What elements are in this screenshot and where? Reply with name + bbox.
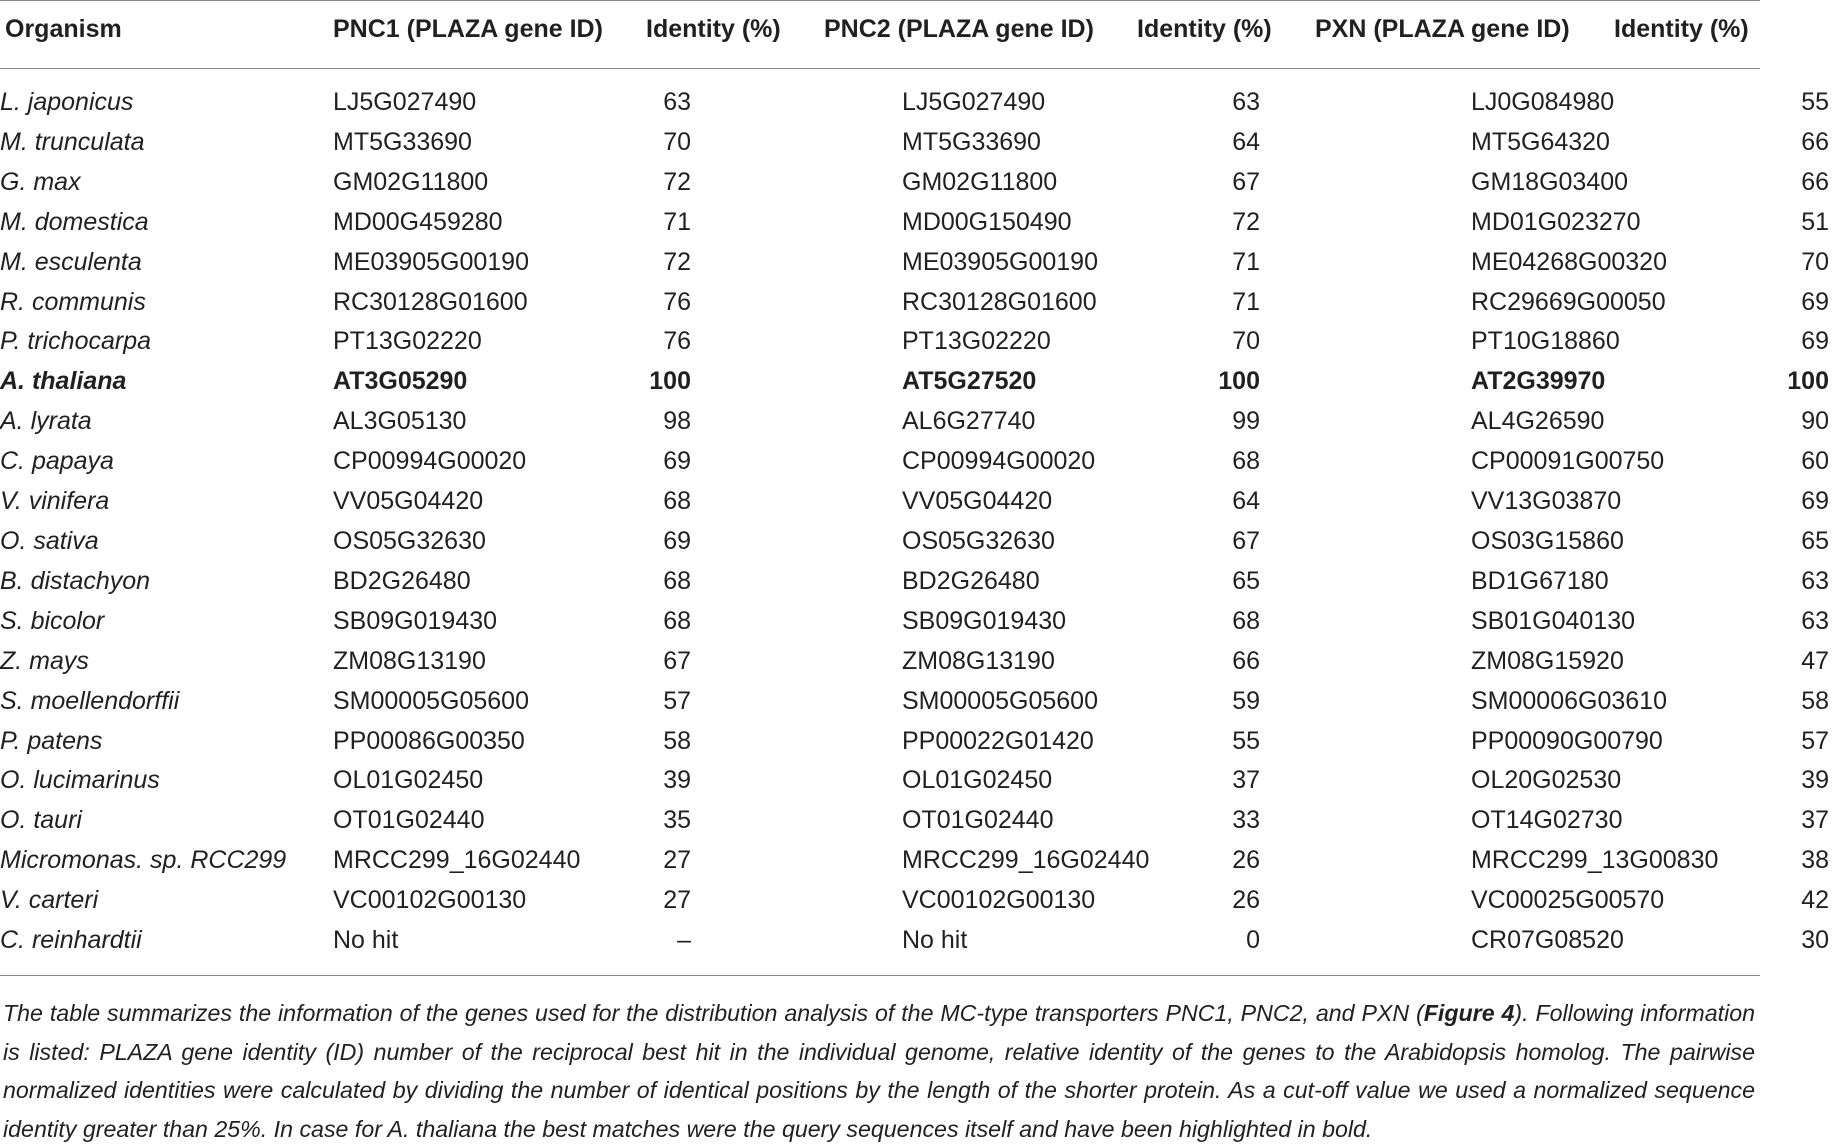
pnc1-id-cell: VC00102G00130 <box>333 886 527 915</box>
organism-cell: M. esculenta <box>0 247 142 276</box>
pxn-identity-cell: 57 <box>1801 726 1829 755</box>
pxn-identity-cell: 60 <box>1801 447 1829 476</box>
pnc1-id-cell: CP00994G00020 <box>333 447 527 476</box>
pnc1-id-cell: No hit <box>333 926 399 955</box>
pnc2-id-cell: SB09G019430 <box>902 606 1067 635</box>
spacer-cell <box>1829 881 1838 921</box>
pxn-identity-cell: 39 <box>1801 766 1829 795</box>
spacer-cell <box>1260 482 1471 522</box>
pnc2-id-cell: VC00102G00130 <box>902 886 1096 915</box>
pnc1-identity-cell: 68 <box>663 606 691 635</box>
pnc1-identity-cell: 27 <box>663 886 691 915</box>
spacer-cell <box>1829 642 1838 682</box>
pnc1-identity-cell: 100 <box>649 367 691 396</box>
header-pnc1-id: PNC1 (PLAZA gene ID) <box>333 15 603 43</box>
spacer-cell <box>1829 482 1838 522</box>
pnc2-id-cell: SM00005G05600 <box>902 686 1098 715</box>
pnc2-identity-cell: 72 <box>1232 207 1260 236</box>
pnc2-id-cell: OL01G02450 <box>902 766 1053 795</box>
pxn-id-cell: RC29669G00050 <box>1471 287 1666 316</box>
spacer-cell <box>691 722 902 762</box>
pnc1-id-cell: SM00005G05600 <box>333 686 529 715</box>
pxn-identity-cell: 51 <box>1801 207 1829 236</box>
pnc2-identity-cell: 66 <box>1232 646 1260 675</box>
spacer-cell <box>691 442 902 482</box>
pnc1-id-cell: ME03905G00190 <box>333 247 529 276</box>
table-row <box>0 83 1838 123</box>
header-pxn-identity: Identity (%) <box>1614 15 1749 43</box>
pxn-id-cell: BD1G67180 <box>1471 566 1609 595</box>
pnc1-id-cell: SB09G019430 <box>333 606 498 635</box>
pxn-id-cell: ZM08G15920 <box>1471 646 1624 675</box>
pnc2-id-cell: ME03905G00190 <box>902 247 1098 276</box>
pnc1-id-cell: LJ5G027490 <box>333 88 477 116</box>
table-row <box>0 402 1838 442</box>
table-row <box>0 562 1838 602</box>
pnc1-identity-cell: 39 <box>663 766 691 795</box>
pxn-id-cell: PP00090G00790 <box>1471 726 1663 755</box>
pnc1-id-cell: ZM08G13190 <box>333 646 486 675</box>
spacer-cell <box>1829 362 1838 402</box>
pnc2-id-cell: AT5G27520 <box>902 367 1037 396</box>
organism-cell: O. lucimarinus <box>0 766 160 795</box>
organism-cell: L. japonicus <box>0 88 134 116</box>
pnc2-identity-cell: 64 <box>1232 127 1260 156</box>
spacer-cell <box>691 682 902 722</box>
spacer-cell <box>1260 322 1471 362</box>
organism-cell: O. tauri <box>0 806 82 835</box>
pxn-identity-cell: 65 <box>1801 526 1829 555</box>
spacer-cell <box>1829 921 1838 961</box>
pnc1-identity-cell: 67 <box>663 646 691 675</box>
pxn-identity-cell: 30 <box>1801 926 1829 955</box>
spacer-cell <box>1260 921 1471 961</box>
organism-cell: S. moellendorffii <box>0 686 180 715</box>
pnc1-identity-cell: 72 <box>663 167 691 196</box>
pnc1-identity-cell: 63 <box>663 88 691 116</box>
table-row <box>0 522 1838 562</box>
spacer-cell <box>1260 522 1471 562</box>
organism-cell: Micromonas. sp. RCC299 <box>0 846 287 875</box>
pxn-id-cell: ME04268G00320 <box>1471 247 1667 276</box>
pnc1-identity-cell: 27 <box>663 846 691 875</box>
table-caption <box>3 994 1755 1148</box>
pxn-id-cell: SB01G040130 <box>1471 606 1636 635</box>
pxn-id-cell: LJ0G084980 <box>1471 88 1615 116</box>
table-body <box>0 83 1838 961</box>
spacer-cell <box>1829 562 1838 602</box>
pnc1-identity-cell: 57 <box>663 686 691 715</box>
pnc1-identity-cell: 69 <box>663 447 691 476</box>
pnc1-identity-cell: 35 <box>663 806 691 835</box>
pnc1-identity-cell: 58 <box>663 726 691 755</box>
spacer-cell <box>1829 761 1838 801</box>
pnc2-id-cell: ZM08G13190 <box>902 646 1055 675</box>
spacer-cell <box>691 123 902 163</box>
pnc2-id-cell: CP00994G00020 <box>902 447 1096 476</box>
spacer-cell <box>691 482 902 522</box>
pxn-id-cell: CP00091G00750 <box>1471 447 1665 476</box>
header-pnc2-identity: Identity (%) <box>1137 15 1272 43</box>
pnc1-id-cell: OL01G02450 <box>333 766 484 795</box>
pxn-identity-cell: 66 <box>1801 127 1829 156</box>
pnc2-id-cell: AL6G27740 <box>902 407 1036 436</box>
pnc1-id-cell: RC30128G01600 <box>333 287 528 316</box>
pnc2-identity-cell: 67 <box>1232 167 1260 196</box>
spacer-cell <box>1260 722 1471 762</box>
pnc1-identity-cell: 68 <box>663 487 691 516</box>
pxn-id-cell: MRCC299_13G00830 <box>1471 846 1719 875</box>
pxn-identity-cell: 70 <box>1801 247 1829 276</box>
spacer-cell <box>1260 841 1471 881</box>
pnc1-identity-cell: 72 <box>663 247 691 276</box>
spacer-cell <box>1829 722 1838 762</box>
organism-cell: M. trunculata <box>0 127 145 156</box>
top-rule <box>0 0 1760 1</box>
pnc2-identity-cell: 59 <box>1232 686 1260 715</box>
pxn-id-cell: MD01G023270 <box>1471 207 1641 236</box>
pnc2-id-cell: OT01G02440 <box>902 806 1054 835</box>
spacer-cell <box>1829 322 1838 362</box>
pnc2-identity-cell: 0 <box>1246 926 1260 955</box>
pxn-id-cell: SM00006G03610 <box>1471 686 1667 715</box>
pnc1-id-cell: BD2G26480 <box>333 566 471 595</box>
spacer-cell <box>1260 83 1471 123</box>
pnc2-identity-cell: 65 <box>1232 566 1260 595</box>
organism-cell: V. vinifera <box>0 487 110 516</box>
spacer-cell <box>691 522 902 562</box>
pxn-identity-cell: 63 <box>1801 606 1829 635</box>
spacer-cell <box>691 562 902 602</box>
table-row <box>0 602 1838 642</box>
pnc2-identity-cell: 63 <box>1232 88 1260 116</box>
pnc1-id-cell: VV05G04420 <box>333 487 484 516</box>
pnc2-identity-cell: 68 <box>1232 447 1260 476</box>
spacer-cell <box>691 841 902 881</box>
pxn-id-cell: OT14G02730 <box>1471 806 1623 835</box>
caption-text-part1: The table summarizes the information of the genes used for the distribution analysis of the MC-type transporters PNC1, PNC2, and PXN ( <box>3 1000 1424 1026</box>
table-row <box>0 921 1838 961</box>
table-row <box>0 722 1838 762</box>
pnc1-identity-cell: 70 <box>663 127 691 156</box>
table-row <box>0 163 1838 203</box>
caption-text-part2: ). Following information is listed: PLAZA gene identity (ID) number of the reciprocal best hit in the individual genome, relative identity of the genes to the Arabidopsis homolog. The pairwise normalized identities were calculated by dividing the number of identical positions by the length of the shorter protein. As a cut-off value we used a normalized sequence identity greater than 25%. In case for A. thaliana the best matches were the query sequences itself and have been highlighted in bold. <box>3 1000 1756 1142</box>
spacer-cell <box>691 243 902 283</box>
pnc2-identity-cell: 99 <box>1232 407 1260 436</box>
table-row <box>0 881 1838 921</box>
spacer-cell <box>1260 682 1471 722</box>
spacer-cell <box>1260 442 1471 482</box>
organism-cell: B. distachyon <box>0 566 151 595</box>
header-pnc2-id: PNC2 (PLAZA gene ID) <box>824 15 1094 43</box>
pxn-identity-cell: 47 <box>1801 646 1829 675</box>
pnc2-identity-cell: 67 <box>1232 526 1260 555</box>
spacer-cell <box>1260 203 1471 243</box>
pnc2-id-cell: MD00G150490 <box>902 207 1072 236</box>
table-row <box>0 642 1838 682</box>
pxn-id-cell: OS03G15860 <box>1471 526 1624 555</box>
spacer-cell <box>1829 841 1838 881</box>
pnc2-identity-cell: 26 <box>1232 886 1260 915</box>
spacer-cell <box>1829 402 1838 442</box>
spacer-cell <box>1829 602 1838 642</box>
header-organism: Organism <box>5 15 122 43</box>
spacer-cell <box>691 921 902 961</box>
pxn-id-cell: AL4G26590 <box>1471 407 1605 436</box>
table-row <box>0 682 1838 722</box>
organism-cell: A. thaliana <box>0 367 127 396</box>
pxn-id-cell: GM18G03400 <box>1471 167 1629 196</box>
pxn-identity-cell: 66 <box>1801 167 1829 196</box>
pxn-id-cell: AT2G39970 <box>1471 367 1606 396</box>
pnc1-id-cell: PT13G02220 <box>333 327 482 356</box>
header-pxn-id: PXN (PLAZA gene ID) <box>1315 15 1570 43</box>
pnc2-identity-cell: 33 <box>1232 806 1260 835</box>
spacer-cell <box>1260 123 1471 163</box>
organism-cell: P. patens <box>0 726 103 755</box>
spacer-cell <box>1260 243 1471 283</box>
table-row <box>0 801 1838 841</box>
pxn-identity-cell: 90 <box>1801 407 1829 436</box>
spacer-cell <box>1260 642 1471 682</box>
pnc2-id-cell: BD2G26480 <box>902 566 1040 595</box>
table-row <box>0 482 1838 522</box>
pnc1-id-cell: AT3G05290 <box>333 367 468 396</box>
pnc2-id-cell: PT13G02220 <box>902 327 1051 356</box>
pnc2-id-cell: OS05G32630 <box>902 526 1055 555</box>
spacer-cell <box>691 163 902 203</box>
pnc2-identity-cell: 71 <box>1232 247 1260 276</box>
table-row <box>0 243 1838 283</box>
pnc2-id-cell: MT5G33690 <box>902 127 1041 156</box>
spacer-cell <box>691 203 902 243</box>
caption-figure-ref[interactable]: Figure 4 <box>1423 1000 1515 1026</box>
spacer-cell <box>691 83 902 123</box>
spacer-cell <box>691 801 902 841</box>
table-row <box>0 841 1838 881</box>
organism-cell: M. domestica <box>0 207 149 236</box>
pnc2-identity-cell: 71 <box>1232 287 1260 316</box>
pxn-identity-cell: 42 <box>1801 886 1829 915</box>
spacer-cell <box>1829 123 1838 163</box>
spacer-cell <box>1260 761 1471 801</box>
pxn-id-cell: OL20G02530 <box>1471 766 1622 795</box>
pnc2-id-cell: PP00022G01420 <box>902 726 1094 755</box>
pxn-identity-cell: 69 <box>1801 287 1829 316</box>
table-row <box>0 442 1838 482</box>
organism-cell: O. sativa <box>0 526 99 555</box>
pnc1-id-cell: OT01G02440 <box>333 806 485 835</box>
pnc1-identity-cell: 76 <box>663 327 691 356</box>
pnc2-identity-cell: 64 <box>1232 487 1260 516</box>
spacer-cell <box>691 761 902 801</box>
pnc1-id-cell: OS05G32630 <box>333 526 486 555</box>
pxn-identity-cell: 37 <box>1801 806 1829 835</box>
pnc2-identity-cell: 100 <box>1218 367 1260 396</box>
organism-cell: C. reinhardtii <box>0 926 142 955</box>
spacer-cell <box>1829 283 1838 323</box>
spacer-cell <box>1260 881 1471 921</box>
pnc1-identity-cell: 98 <box>663 407 691 436</box>
spacer-cell <box>1260 801 1471 841</box>
header-pnc1-identity: Identity (%) <box>646 15 781 43</box>
spacer-cell <box>691 402 902 442</box>
spacer-cell <box>1260 283 1471 323</box>
pnc2-identity-cell: 68 <box>1232 606 1260 635</box>
spacer-cell <box>691 362 902 402</box>
pnc2-id-cell: No hit <box>902 926 968 955</box>
pnc1-identity-cell: 68 <box>663 566 691 595</box>
organism-cell: Z. mays <box>0 646 89 675</box>
pxn-identity-cell: 55 <box>1801 88 1829 116</box>
spacer-cell <box>1829 801 1838 841</box>
pxn-id-cell: CR07G08520 <box>1471 926 1624 955</box>
pxn-identity-cell: 69 <box>1801 327 1829 356</box>
spacer-cell <box>1829 522 1838 562</box>
pnc1-id-cell: MD00G459280 <box>333 207 503 236</box>
spacer-cell <box>691 322 902 362</box>
spacer-cell <box>1260 402 1471 442</box>
pnc1-id-cell: MRCC299_16G02440 <box>333 846 581 875</box>
pnc2-identity-cell: 26 <box>1232 846 1260 875</box>
spacer-cell <box>691 881 902 921</box>
spacer-cell <box>1829 163 1838 203</box>
pnc1-id-cell: MT5G33690 <box>333 127 472 156</box>
bottom-rule <box>0 975 1760 976</box>
pxn-identity-cell: 63 <box>1801 566 1829 595</box>
table-row <box>0 362 1838 402</box>
table-row <box>0 283 1838 323</box>
header-rule <box>0 68 1760 69</box>
pnc1-identity-cell: 69 <box>663 526 691 555</box>
organism-cell: R. communis <box>0 287 146 316</box>
organism-cell: A. lyrata <box>0 407 92 436</box>
spacer-cell <box>691 642 902 682</box>
spacer-cell <box>1260 362 1471 402</box>
pnc2-identity-cell: 70 <box>1232 327 1260 356</box>
spacer-cell <box>1829 83 1838 123</box>
organism-cell: G. max <box>0 167 81 196</box>
table-row <box>0 123 1838 163</box>
data-table <box>0 83 1838 961</box>
pnc1-id-cell: AL3G05130 <box>333 407 467 436</box>
pxn-id-cell: MT5G64320 <box>1471 127 1610 156</box>
spacer-cell <box>691 283 902 323</box>
spacer-cell <box>1829 243 1838 283</box>
spacer-cell <box>1260 562 1471 602</box>
organism-cell: C. papaya <box>0 447 114 476</box>
pnc2-id-cell: LJ5G027490 <box>902 88 1046 116</box>
pxn-identity-cell: 69 <box>1801 487 1829 516</box>
table-row <box>0 203 1838 243</box>
pxn-id-cell: PT10G18860 <box>1471 327 1620 356</box>
pnc2-id-cell: VV05G04420 <box>902 487 1053 516</box>
pnc1-id-cell: PP00086G00350 <box>333 726 525 755</box>
organism-cell: P. trichocarpa <box>0 327 152 356</box>
spacer-cell <box>691 602 902 642</box>
pxn-identity-cell: 58 <box>1801 686 1829 715</box>
table-row <box>0 322 1838 362</box>
spacer-cell <box>1260 163 1471 203</box>
spacer-cell <box>1260 602 1471 642</box>
pnc2-id-cell: RC30128G01600 <box>902 287 1097 316</box>
pxn-id-cell: VV13G03870 <box>1471 487 1622 516</box>
pxn-identity-cell: 38 <box>1801 846 1829 875</box>
pnc2-identity-cell: 55 <box>1232 726 1260 755</box>
pxn-identity-cell: 100 <box>1787 367 1829 396</box>
pnc1-identity-cell: – <box>677 926 691 955</box>
spacer-cell <box>1829 682 1838 722</box>
pxn-id-cell: VC00025G00570 <box>1471 886 1665 915</box>
organism-cell: V. carteri <box>0 886 99 915</box>
pnc1-identity-cell: 71 <box>663 207 691 236</box>
pnc1-id-cell: GM02G11800 <box>333 167 489 196</box>
pnc1-identity-cell: 76 <box>663 287 691 316</box>
pnc2-id-cell: GM02G11800 <box>902 167 1058 196</box>
pnc2-identity-cell: 37 <box>1232 766 1260 795</box>
table-row <box>0 761 1838 801</box>
pnc2-id-cell: MRCC299_16G02440 <box>902 846 1150 875</box>
organism-cell: S. bicolor <box>0 606 105 635</box>
spacer-cell <box>1829 203 1838 243</box>
spacer-cell <box>1829 442 1838 482</box>
